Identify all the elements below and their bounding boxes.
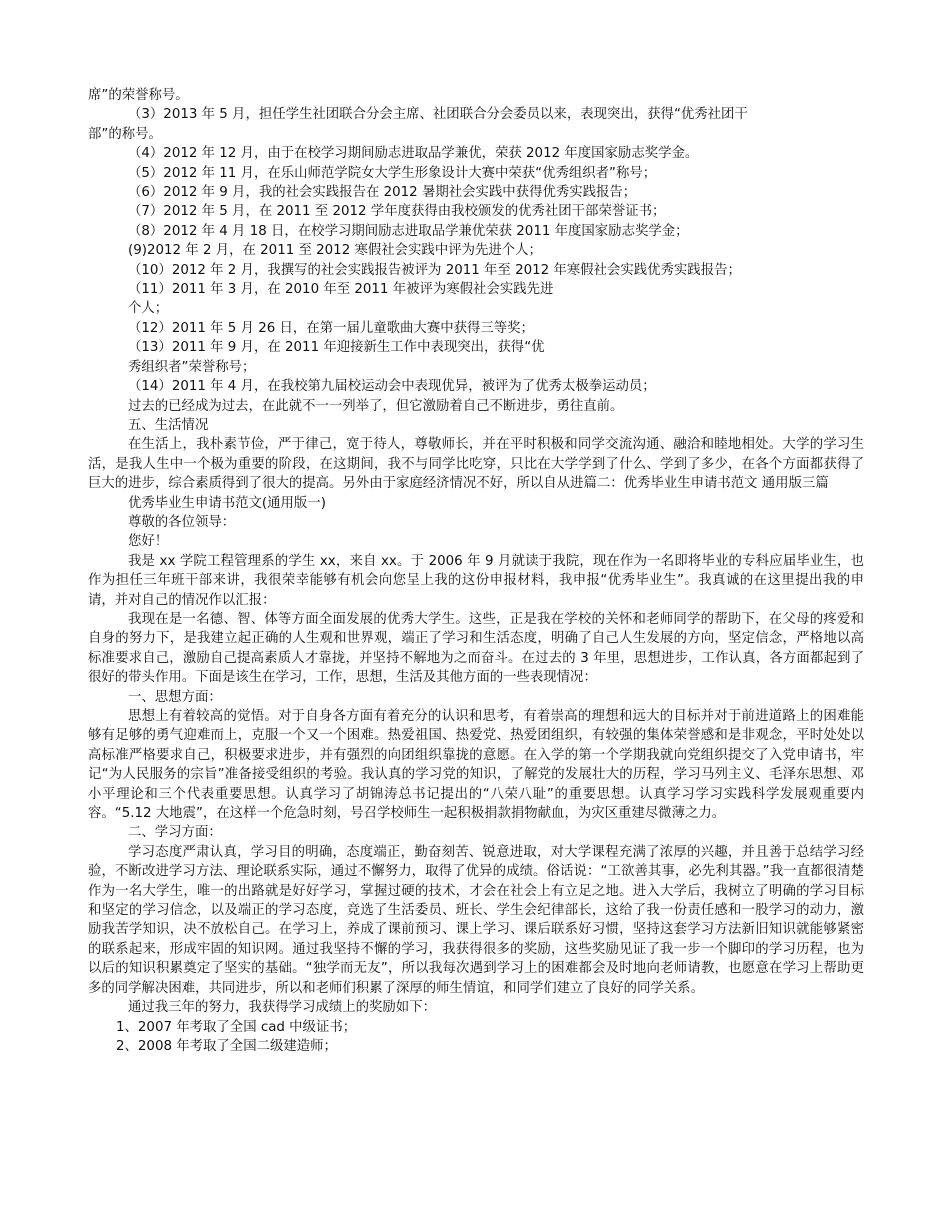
text-line: （11）2011 年 3 月，在 2010 年至 2011 年被评为寒假社会实践先进 [128,282,554,298]
award-item: 2、2008 年考取了全国二级建造师； [116,1038,337,1054]
salutation: 尊敬的各位领导： [128,514,236,530]
thought-paragraph: 思想上有着较高的觉悟。对于自身各方面有着充分的认识和思考，有着崇高的理想和远大的目标并对于前进道路上的困难能够有足够的勇气迎难而上，克服一个又一个困难。热爱祖国、热爱党、热爱团组织，有较强的集体荣誉感和是非观念，平时处处以高标准严格要求自己，积极要求进步，并有强烈的向团组织靠拢的意愿。在入学的第一个学期我就向党组织提交了入党申请书，牢记“为人民服务的宗旨”准备接受组织的考验。我认真的学习党的知识，了解党的发展壮大的历程，学习马列主义、毛泽东思想、邓小平理论和三个代表重要思想。认真学习了胡锦涛总书记提出的“八荣八耻”的重要思想。认真学习学习实践科学发展观重要内容。“5.12 大地震”，在这样一个危急时刻，号召学校师生一起积极捐款捐物献血，为灾区重建尽微薄之力。 [88,709,864,822]
document-title: 优秀毕业生申请书范文(通用版一) [128,495,326,511]
text-line: (9)2012 年 2 月，在 2011 至 2012 寒假社会实践中评为先进个人； [128,243,542,259]
study-paragraph: 学习态度严肃认真，学习目的明确，态度端正，勤奋刻苦、锐意进取，对大学课程充满了浓厚的兴趣，并且善于总结学习经验，不断改进学习方法、理论联系实际，通过不懈努力，取得了优异的成绩。俗话说：“工欲善其事，必先利其器。”我一直都很清楚作为一名大学生，唯一的出路就是好好学习，掌握过硬的技术，才会在社会上有立足之地。进入大学后，我树立了明确的学习目标和坚定的学习信念，以及端正的学习态度，竞选了生活委员、班长、学生会纪律部长，这给了我一份责任感和一股学习的动力，激励我苦学知识，决不放松自己。在学习上，养成了课前预习、课上学习、课后联系好习惯，坚持这套学习方法新旧知识就能够紧密的联系起来，形成牢固的知识网。通过我坚持不懈的学习，我获得很多的奖励，这些奖励见证了我一步一个脚印的学习历程，也为以后的知识积累奠定了坚实的基础。“独学而无友”，所以我每次遇到学习上的困难都会及时地向老师请教，也愿意在学习上帮助更多的同学解决困难，共同进步，所以和老师们积累了深厚的师生情谊，和同学们建立了良好的同学关系。 [88,844,864,996]
text-line: （5）2012 年 11 月，在乐山师范学院女大学生形象设计大赛中荣获“优秀组织者”称号； [128,165,657,181]
text-line: （14）2011 年 4 月，在我校第九届校运动会中表现优异，被评为了优秀太极拳运动员； [128,379,656,395]
text-line: （7）2012 年 5 月，在 2011 至 2012 学年度获得由我校颁发的优秀社团干部荣誉证书； [128,204,666,220]
text-line: 过去的已经成为过去，在此就不一一列举了，但它激励着自己不断进步，勇往直前。 [128,398,624,414]
awards-intro: 通过我三年的努力，我获得学习成绩上的奖励如下： [128,1000,436,1016]
status-paragraph: 我现在是一名德、智、体等方面全面发展的优秀大学生。这些，正是我在学校的关怀和老师同学的帮助下，在父母的疼爱和自身的努力下，是我建立起正确的人生观和世界观，端正了学习和生活态度，明确了自己人生发展的方向，坚定信念，严格地以高标准要求自己，激励自己提高素质人才靠拢，并坚持不解地为之而奋斗。在过去的 3 年里，思想进步，工作认真，各方面都起到了很好的带头作用。下面是该生在学习，工作，思想，生活及其他方面的一些表现情况： [88,611,864,686]
section-heading-thought: 一、思想方面： [128,689,222,705]
text-line: （3）2013 年 5 月，担任学生社团联合分会主席、社团联合分会委员以来，表现突出，获得“优秀社团干 [128,107,748,123]
text-line: 个人； [128,301,169,317]
text-line: （4）2012 年 12 月，由于在校学习期间励志进取品学兼优，荣获 2012 年度国家励志奖学金。 [128,146,699,162]
intro-paragraph: 我是 xx 学院工程管理系的学生 xx，来自 xx。于 2006 年 9 月就读于我院，现在作为一名即将毕业的专科应届毕业生，也作为担任三年班干部来讲，我很荣幸能够有机会向您呈上我的这份申报材料，我申报“优秀毕业生”。我真诚的在这里提出我的申请，并对自己的情况作以汇报： [88,553,864,608]
text-line: 秀组织者”荣誉称号； [128,359,256,375]
text-line: （6）2012 年 9 月，我的社会实践报告在 2012 暑期社会实践中获得优秀实践报告； [128,185,637,201]
text-line: 席”的荣誉称号。 [88,88,189,103]
text-line: 部”的称号。 [88,126,162,142]
award-item: 1、2007 年考取了全国 cad 中级证书； [116,1019,357,1035]
life-paragraph: 在生活上，我朴素节俭，严于律己，宽于待人，尊敬师长，并在平时积极和同学交流沟通、融洽和睦地相处。大学的学习生活，是我人生中一个极为重要的阶段，在这期间，我不与同学比吃穿，只比在大学学到了什么、学到了多少，在各个方面都获得了巨大的进步，综合素质得到了很大的提高。另外由于家庭经济情况不好，所以自从进篇二：优秀毕业生申请书范文 通用版三篇 [88,437,864,492]
text-line: （12）2011 年 5 月 26 日，在第一届儿童歌曲大赛中获得三等奖； [128,320,534,336]
text-line: （10）2012 年 2 月，我撰写的社会实践报告被评为 2011 年至 2012 年寒假社会实践优秀实践报告； [128,262,741,278]
section-heading-life: 五、生活情况 [128,417,209,433]
greeting: 您好！ [128,534,169,550]
text-line: （13）2011 年 9 月，在 2011 年迎接新生工作中表现突出，获得“优 [128,340,545,356]
document-page [88,86,864,1056]
award-list-top [88,86,864,435]
text-line: （8）2012 年 4 月 18 日，在校学习期间励志进取品学兼优荣获 2011 年度国家励志奖学金； [128,223,689,239]
section-heading-study: 二、学习方面： [128,825,222,841]
